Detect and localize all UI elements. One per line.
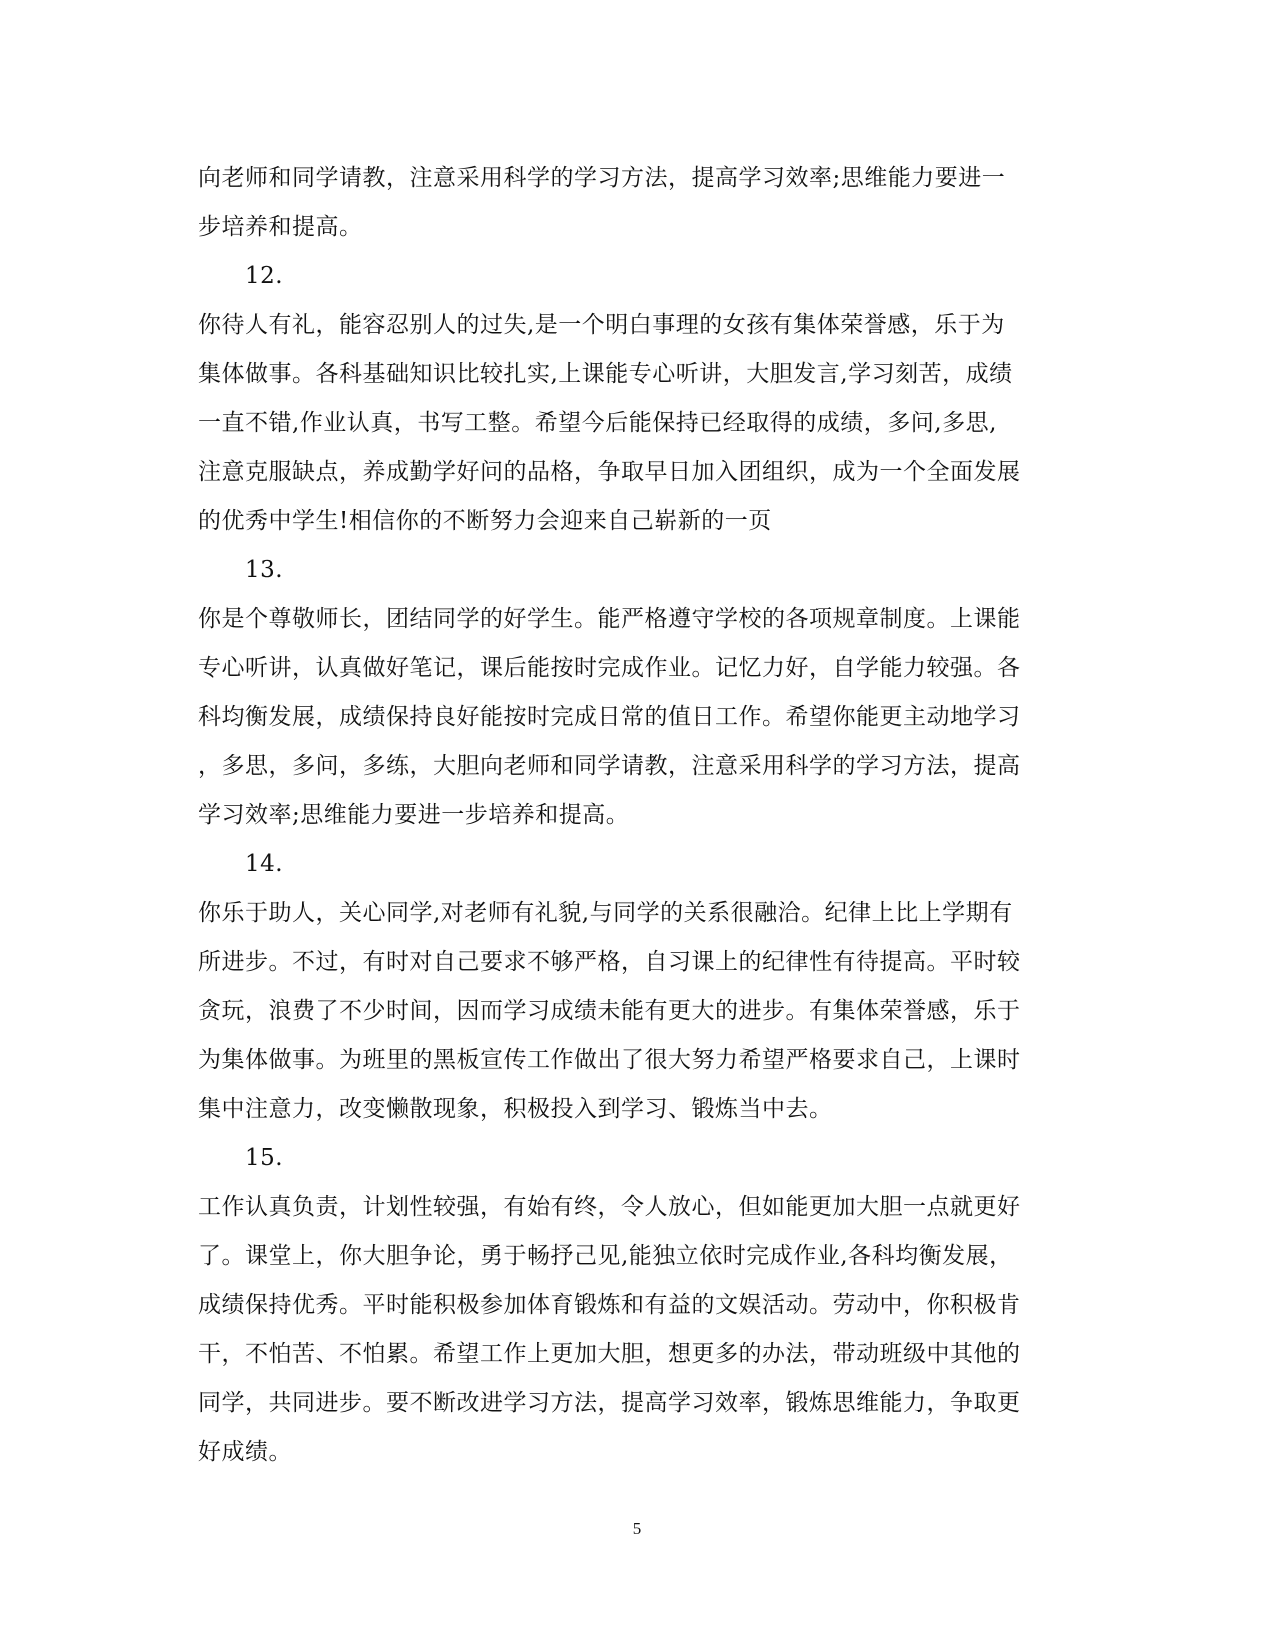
text-line: 科均衡发展，成绩保持良好能按时完成日常的值日工作。希望你能更主动地学习: [198, 704, 1021, 730]
body-text: [198, 154, 1078, 1477]
text-line: 专心听讲，认真做好笔记，课后能按时完成作业。记忆力好，自学能力较强。各: [198, 655, 1021, 681]
text-line: ，多思，多问，多练，大胆向老师和同学请教，注意采用科学的学习方法，提高: [198, 753, 1021, 779]
text-line: 集体做事。各科基础知识比较扎实,上课能专心听讲，大胆发言,学习刻苦，成绩: [198, 361, 1013, 387]
text-line: 为集体做事。为班里的黑板宣传工作做出了很大努力希望严格要求自己，上课时: [198, 1047, 1021, 1073]
item-number: 12.: [245, 263, 284, 289]
text-line: 工作认真负责，计划性较强，有始有终，令人放心，但如能更加大胆一点就更好: [198, 1194, 1021, 1220]
text-line: 好成绩。: [198, 1439, 292, 1465]
text-line: 步培养和提高。: [198, 214, 363, 240]
text-line: 你待人有礼，能容忍别人的过失,是一个明白事理的女孩有集体荣誉感，乐于为: [198, 312, 1005, 338]
text-line: 了。课堂上，你大胆争论，勇于畅抒己见,能独立依时完成作业,各科均衡发展，: [198, 1243, 1013, 1269]
text-line: 一直不错,作业认真，书写工整。希望今后能保持已经取得的成绩，多问,多思,: [198, 410, 997, 436]
text-line: 同学，共同进步。要不断改进学习方法，提高学习效率，锻炼思维能力，争取更: [198, 1390, 1021, 1416]
text-line: 注意克服缺点，养成勤学好问的品格，争取早日加入团组织，成为一个全面发展: [198, 459, 1021, 485]
text-line: 集中注意力，改变懒散现象，积极投入到学习、锻炼当中去。: [198, 1096, 833, 1122]
text-line: 向老师和同学请教，注意采用科学的学习方法，提高学习效率;思维能力要进一: [198, 165, 1006, 191]
text-line: 所进步。不过，有时对自己要求不够严格，自习课上的纪律性有待提高。平时较: [198, 949, 1021, 975]
text-line: 你乐于助人，关心同学,对老师有礼貌,与同学的关系很融洽。纪律上比上学期有: [198, 900, 1013, 926]
text-line: 贪玩，浪费了不少时间，因而学习成绩未能有更大的进步。有集体荣誉感，乐于: [198, 998, 1021, 1024]
text-line: 成绩保持优秀。平时能积极参加体育锻炼和有益的文娱活动。劳动中，你积极肯: [198, 1292, 1021, 1318]
text-line: 干，不怕苦、不怕累。希望工作上更加大胆，想更多的办法，带动班级中其他的: [198, 1341, 1021, 1367]
page-number: 5: [632, 1519, 642, 1538]
text-line: 的优秀中学生!相信你的不断努力会迎来自己崭新的一页: [198, 508, 772, 534]
text-line: 你是个尊敬师长，团结同学的好学生。能严格遵守学校的各项规章制度。上课能: [198, 606, 1021, 632]
item-number: 13.: [245, 557, 284, 583]
item-number: 14.: [245, 851, 284, 877]
text-line: 学习效率;思维能力要进一步培养和提高。: [198, 802, 630, 828]
item-number: 15.: [245, 1145, 284, 1171]
